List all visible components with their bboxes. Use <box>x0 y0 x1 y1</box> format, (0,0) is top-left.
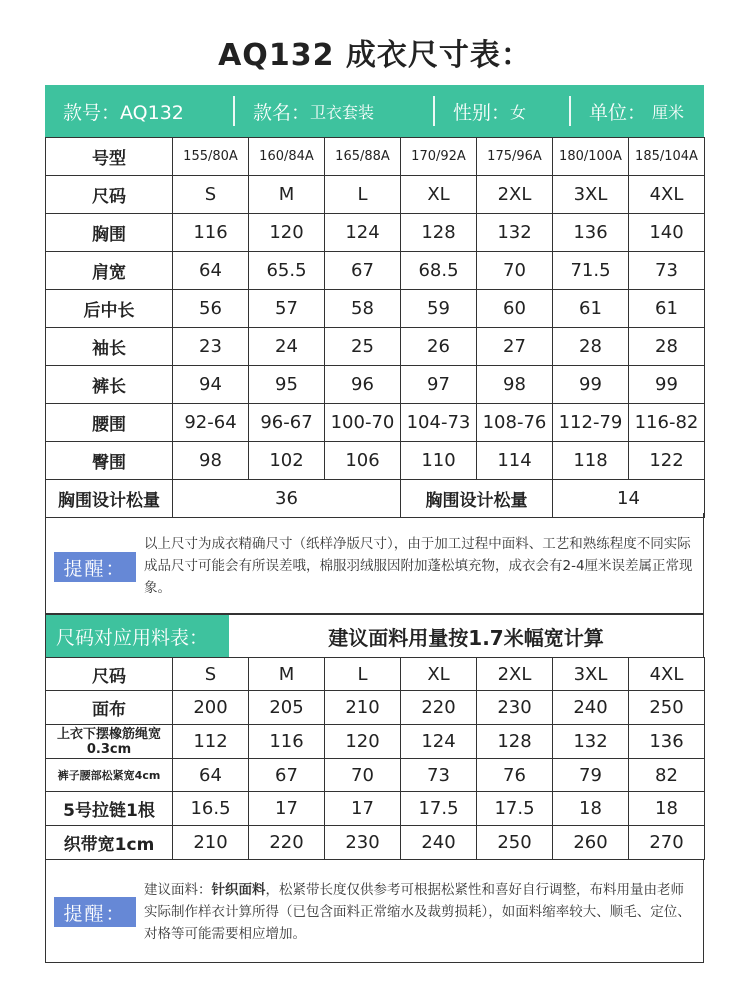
table-cell: 250 <box>477 826 553 860</box>
table-cell: 61 <box>629 290 705 328</box>
table-cell: 140 <box>629 214 705 252</box>
table-row <box>46 290 705 328</box>
table-cell: 68.5 <box>401 252 477 290</box>
row-label: 裤长 <box>46 366 173 404</box>
table-cell: 128 <box>401 214 477 252</box>
table-cell: 116 <box>173 214 249 252</box>
table-cell: 58 <box>325 290 401 328</box>
table-cell: 132 <box>553 725 629 759</box>
table-cell: 59 <box>401 290 477 328</box>
table-row <box>46 725 705 759</box>
table-cell: 2XL <box>477 176 553 214</box>
table-row <box>46 366 705 404</box>
table-cell: 92-64 <box>173 404 249 442</box>
material-title: 尺码对应用料表： <box>46 615 229 657</box>
table-row <box>46 176 705 214</box>
table-cell: 132 <box>477 214 553 252</box>
table-cell: 18 <box>629 792 705 826</box>
table-cell: 260 <box>553 826 629 860</box>
table-cell: 76 <box>477 759 553 792</box>
info-header-bar <box>45 85 704 137</box>
table-cell: 112 <box>173 725 249 759</box>
table-cell: 4XL <box>629 658 705 691</box>
table-cell: 17.5 <box>477 792 553 826</box>
table-cell: 155/80A <box>173 138 249 176</box>
table-cell: 2XL <box>477 658 553 691</box>
table-cell: 28 <box>629 328 705 366</box>
table-cell: 230 <box>325 826 401 860</box>
table-cell: 165/88A <box>325 138 401 176</box>
reminder-text-2 <box>144 879 696 945</box>
divider <box>433 96 435 126</box>
divider <box>569 96 571 126</box>
ease-label-bottom: 胸围设计松量 <box>401 480 553 518</box>
table-cell: 102 <box>249 442 325 480</box>
row-label: 后中长 <box>46 290 173 328</box>
table-cell: 27 <box>477 328 553 366</box>
table-cell: 97 <box>401 366 477 404</box>
table-cell: 230 <box>477 691 553 725</box>
table-cell: 23 <box>173 328 249 366</box>
table-cell: S <box>173 658 249 691</box>
table-cell: 24 <box>249 328 325 366</box>
table-cell: 17 <box>249 792 325 826</box>
table-cell: 64 <box>173 759 249 792</box>
material-header-bar <box>45 614 704 658</box>
row-label: 袖长 <box>46 328 173 366</box>
reminder-text: 以上尺寸为成衣精确尺寸（纸样净版尺寸），由于加工过程中面料、工艺和熟练程度不同实际成品尺寸可能会有所误差哦，棉服羽绒服因附加蓬松填充物，成衣会有2-4厘米误差属正常现象。 <box>144 536 693 596</box>
table-cell: 240 <box>553 691 629 725</box>
reminder-box-1 <box>45 513 704 614</box>
reminder-box-2 <box>45 859 704 963</box>
table-cell: S <box>173 176 249 214</box>
table-cell: 136 <box>553 214 629 252</box>
row-label: 号型 <box>46 138 173 176</box>
row-label: 尺码 <box>46 176 173 214</box>
style-name-label: 款名： <box>253 101 311 124</box>
table-cell: 65.5 <box>249 252 325 290</box>
table-cell: 220 <box>401 691 477 725</box>
table-cell: 64 <box>173 252 249 290</box>
table-cell: 110 <box>401 442 477 480</box>
table-cell: 120 <box>249 214 325 252</box>
table-cell: L <box>325 176 401 214</box>
table-cell: 17 <box>325 792 401 826</box>
row-label: 裤子腰部松紧宽4cm <box>46 759 173 792</box>
table-cell: 4XL <box>629 176 705 214</box>
table-row <box>46 138 705 176</box>
table-cell: 240 <box>401 826 477 860</box>
table-cell: 106 <box>325 442 401 480</box>
table-cell: 25 <box>325 328 401 366</box>
table-cell: 70 <box>477 252 553 290</box>
table-cell: 96 <box>325 366 401 404</box>
ease-value-top: 36 <box>173 480 401 518</box>
gender <box>435 85 569 137</box>
table-cell: 73 <box>401 759 477 792</box>
style-number: 款号：AQ132 <box>63 101 184 124</box>
table-cell: 71.5 <box>553 252 629 290</box>
table-cell: 98 <box>173 442 249 480</box>
row-label: 5号拉链1根 <box>46 792 173 826</box>
table-cell: 122 <box>629 442 705 480</box>
table-cell: 26 <box>401 328 477 366</box>
unit-value: 厘米 <box>652 102 685 122</box>
table-cell: 3XL <box>553 658 629 691</box>
divider <box>233 96 235 126</box>
table-cell: 116 <box>249 725 325 759</box>
table-cell: 95 <box>249 366 325 404</box>
table-cell: 185/104A <box>629 138 705 176</box>
table-row <box>46 214 705 252</box>
row-label: 肩宽 <box>46 252 173 290</box>
table-cell: 170/92A <box>401 138 477 176</box>
table-cell: 16.5 <box>173 792 249 826</box>
table-row <box>46 658 705 691</box>
ease-row <box>46 480 705 518</box>
table-cell: 205 <box>249 691 325 725</box>
table-cell: 104-73 <box>401 404 477 442</box>
row-label: 臀围 <box>46 442 173 480</box>
page-title: AQ132 成衣尺寸表： <box>218 38 532 73</box>
table-cell: 160/84A <box>249 138 325 176</box>
table-row <box>46 826 705 860</box>
table-cell: 17.5 <box>401 792 477 826</box>
table-cell: 270 <box>629 826 705 860</box>
table-cell: 56 <box>173 290 249 328</box>
table-cell: 67 <box>325 252 401 290</box>
table-cell: 116-82 <box>629 404 705 442</box>
table-cell: 99 <box>553 366 629 404</box>
table-row <box>46 252 705 290</box>
table-cell: 100-70 <box>325 404 401 442</box>
table-cell: 28 <box>553 328 629 366</box>
style-name <box>235 85 433 137</box>
table-cell: 124 <box>325 214 401 252</box>
table-cell: 124 <box>401 725 477 759</box>
table-cell: 57 <box>249 290 325 328</box>
table-cell: 61 <box>553 290 629 328</box>
table-cell: 210 <box>173 826 249 860</box>
table-cell: 210 <box>325 691 401 725</box>
table-cell: 112-79 <box>553 404 629 442</box>
table-cell: 114 <box>477 442 553 480</box>
table-cell: M <box>249 176 325 214</box>
table-cell: 18 <box>553 792 629 826</box>
row-label: 腰围 <box>46 404 173 442</box>
row-label: 织带宽1cm <box>46 826 173 860</box>
table-cell: XL <box>401 658 477 691</box>
gender-label: 性别： <box>453 101 511 124</box>
table-cell: L <box>325 658 401 691</box>
table-cell: 70 <box>325 759 401 792</box>
ease-label-top: 胸围设计松量 <box>46 480 173 518</box>
material-subtitle: 建议面料用量按1.7米幅宽计算 <box>328 625 604 650</box>
unit <box>571 85 701 137</box>
ease-value-bottom: 14 <box>553 480 705 518</box>
table-cell: 67 <box>249 759 325 792</box>
row-label: 面布 <box>46 691 173 725</box>
table-row <box>46 759 705 792</box>
table-cell: 79 <box>553 759 629 792</box>
table-cell: 120 <box>325 725 401 759</box>
table-cell: 60 <box>477 290 553 328</box>
table-cell: 108-76 <box>477 404 553 442</box>
row-label: 上衣下摆橡筋绳宽0.3cm <box>46 725 173 759</box>
fabric-type: 针织面料 <box>211 882 266 898</box>
table-cell: 82 <box>629 759 705 792</box>
material-table <box>45 657 705 860</box>
reminder-tag: 提醒： <box>54 897 136 927</box>
table-cell: 180/100A <box>553 138 629 176</box>
table-cell: 250 <box>629 691 705 725</box>
table-row <box>46 328 705 366</box>
table-cell: 118 <box>553 442 629 480</box>
table-cell: 73 <box>629 252 705 290</box>
table-cell: 96-67 <box>249 404 325 442</box>
row-label: 尺码 <box>46 658 173 691</box>
table-row <box>46 792 705 826</box>
table-cell: 200 <box>173 691 249 725</box>
fabric-note: ，松紧带长度仅供参考可根据松紧性和喜好自行调整，布料用量由老师实际制作样衣计算所得（已包含面料正常缩水及裁剪损耗），如面料缩率较大、顺毛、定位、对格等可能需要相应增加。 <box>144 882 691 942</box>
reminder-tag: 提醒： <box>54 552 136 582</box>
table-row <box>46 691 705 725</box>
gender-value: 女 <box>510 102 527 122</box>
table-cell: 175/96A <box>477 138 553 176</box>
table-cell: 220 <box>249 826 325 860</box>
table-row <box>46 404 705 442</box>
table-cell: XL <box>401 176 477 214</box>
table-row <box>46 442 705 480</box>
table-cell: 94 <box>173 366 249 404</box>
table-cell: 99 <box>629 366 705 404</box>
style-name-value: 卫衣套装 <box>310 102 375 122</box>
unit-label: 单位： <box>589 101 647 124</box>
size-table <box>45 137 705 518</box>
table-cell: 98 <box>477 366 553 404</box>
table-cell: 136 <box>629 725 705 759</box>
table-cell: M <box>249 658 325 691</box>
row-label: 胸围 <box>46 214 173 252</box>
table-cell: 3XL <box>553 176 629 214</box>
fabric-prefix: 建议面料： <box>144 882 212 898</box>
table-cell: 128 <box>477 725 553 759</box>
